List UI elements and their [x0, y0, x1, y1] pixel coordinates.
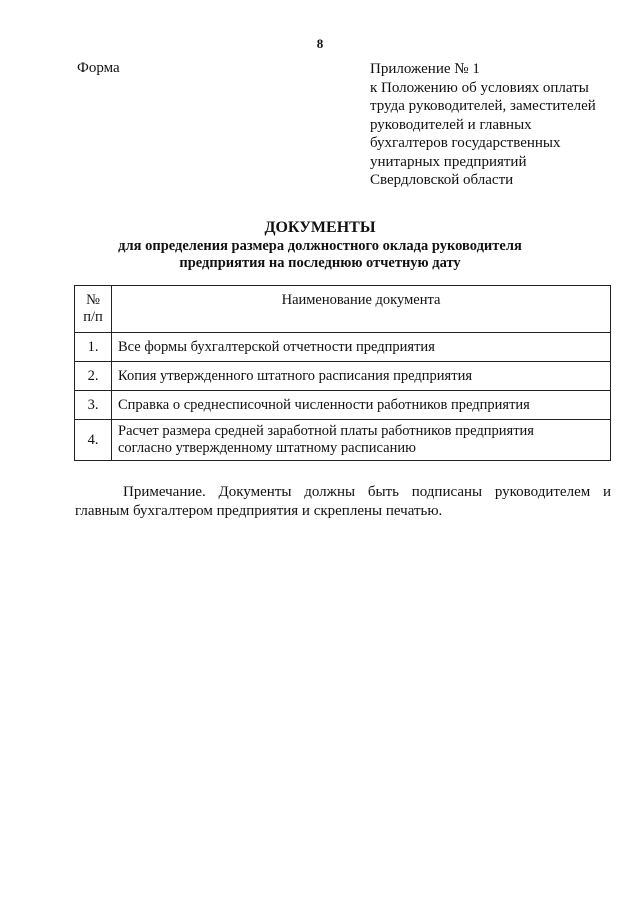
- title-subtitle-line: для определения размера должностного оклада руководителя: [118, 238, 522, 254]
- appendix-line: унитарных предприятий: [370, 153, 527, 170]
- appendix-line: труда руководителей, заместителей: [370, 98, 596, 114]
- page-number: 8: [316, 36, 324, 51]
- table-header-row: [75, 286, 611, 333]
- row-number: 2.: [75, 362, 112, 391]
- row-document-name: Копия утвержденного штатного расписания предприятия: [112, 362, 611, 391]
- appendix-line: руководителей и главных: [370, 116, 532, 133]
- documents-table: [74, 285, 611, 461]
- row-document-name: Справка о среднесписочной численности работников предприятия: [112, 391, 611, 420]
- form-label: Форма: [77, 60, 120, 76]
- appendix-block: [370, 60, 620, 190]
- note-paragraph: Примечание. Документы должны быть подписаны руководителем и главным бухгалтером предприятия и скреплены печатью.: [75, 484, 611, 519]
- appendix-line: бухгалтеров государственных: [370, 135, 561, 151]
- table-row: [75, 333, 611, 362]
- row-number: 3.: [75, 391, 112, 420]
- document-title: [0, 218, 640, 272]
- table-row: [75, 362, 611, 391]
- title-main: ДОКУМЕНТЫ: [264, 219, 376, 236]
- row-number: 1.: [75, 333, 112, 362]
- header-number-symbol: №: [86, 292, 100, 308]
- table-row: [75, 420, 611, 461]
- row-document-name: Все формы бухгалтерской отчетности предприятия: [112, 333, 611, 362]
- row-document-name-line: Расчет размера средней заработной платы работников предприятия: [118, 423, 534, 439]
- table-row: [75, 391, 611, 420]
- appendix-line: к Положению об условиях оплаты: [370, 79, 589, 96]
- header-document-name: Наименование документа: [112, 286, 611, 333]
- title-subtitle-line: предприятия на последнюю отчетную дату: [179, 255, 461, 271]
- appendix-line: Приложение № 1: [370, 61, 480, 77]
- header-number: [75, 286, 112, 333]
- row-number: 4.: [75, 420, 112, 461]
- row-document-name: [112, 420, 611, 461]
- appendix-line: Свердловской области: [370, 172, 514, 188]
- header-number-abbrev: п/п: [83, 309, 103, 325]
- row-document-name-line: согласно утвержденному штатному расписанию: [118, 440, 416, 456]
